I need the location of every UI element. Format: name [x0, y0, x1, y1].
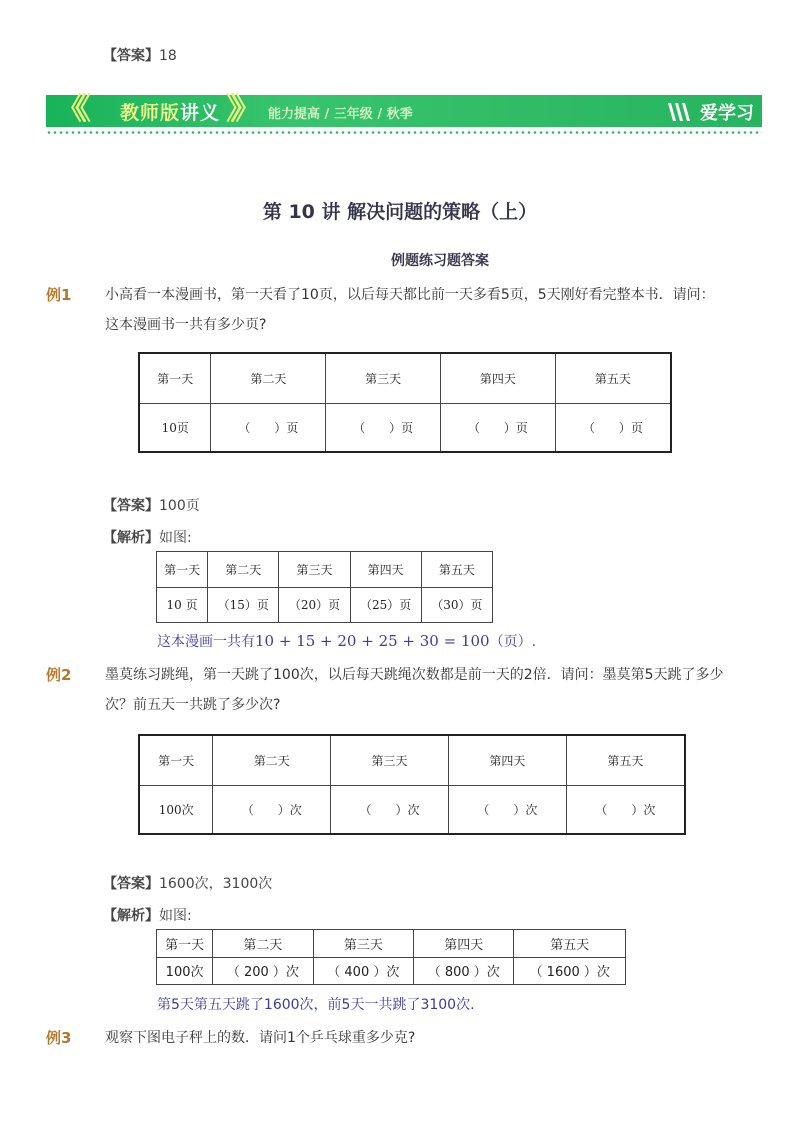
example-2-answer-label: 【答案】 — [103, 876, 159, 892]
top-answer — [103, 45, 177, 65]
example-3-label: 例3 — [46, 1029, 72, 1047]
table-cell: 第五天 — [555, 353, 671, 403]
table-cell: （ 400 ）次 — [313, 957, 413, 985]
page-title: 第 10 讲 解决问题的策略（上） — [262, 201, 538, 223]
table-cell: 第三天 — [279, 552, 350, 588]
explanation-suffix: （页）. — [489, 634, 537, 650]
example-2-analysis-intro: 如图: — [159, 908, 192, 924]
banner-title — [120, 98, 220, 125]
logo-text: 爱学习 — [700, 103, 754, 124]
table-cell: 第二天 — [208, 552, 279, 588]
banner-subtitle: 能力提高 / 三年级 / 秋季 — [268, 107, 413, 122]
example-2-answer-value: 1600次，3100次 — [159, 876, 273, 892]
example-1-analysis — [103, 527, 192, 547]
example-1-analysis-intro: 如图: — [159, 530, 192, 546]
table-cell: （20）页 — [279, 587, 350, 623]
table-cell: （ ）页 — [441, 403, 556, 452]
banner-title-notes: 讲义 — [180, 102, 221, 124]
section-title: 例题练习题答案 — [391, 253, 489, 269]
table-cell: 第三天 — [326, 353, 441, 403]
table-cell: 100次 — [139, 785, 213, 834]
header-banner — [46, 92, 762, 127]
example-2-explanation: 第5天第五天跳了1600次，前5天一共跳了3100次. — [157, 997, 475, 1013]
table-cell: （ ）页 — [555, 403, 671, 452]
example-1-table — [138, 352, 672, 453]
brand-logo — [666, 99, 754, 125]
example-2-answer — [103, 873, 272, 893]
example-2-label: 例2 — [46, 666, 72, 684]
table-cell: （ 800 ）次 — [414, 957, 514, 985]
example-1-analysis-label: 【解析】 — [103, 530, 159, 546]
table-cell: （ 1600 ）次 — [514, 957, 626, 985]
table-cell: 第三天 — [331, 735, 449, 785]
table-cell: （ ）次 — [213, 785, 331, 834]
chevrons-right-icon: 》》 — [226, 92, 251, 127]
top-answer-label: 【答案】 — [103, 48, 159, 64]
example-1-question: 小高看一本漫画书，第一天看了10页，以后每天都比前一天多看5页，5天刚好看完整本书．请问：这本漫画书一共有多少页? — [105, 287, 715, 333]
table-cell: 第二天 — [213, 735, 331, 785]
explanation-prefix: 这本漫画一共有 — [157, 634, 255, 650]
example-1-explanation — [157, 631, 536, 651]
example-2-question: 墨莫练习跳绳，第一天跳了100次，以后每天跳绳次数都是前一天的2倍．请问：墨莫第5天跳了多少次？前五天一共跳了多少次? — [105, 667, 724, 713]
banner-title-edition: 教师版 — [120, 102, 181, 124]
example-2-analysis — [103, 905, 192, 925]
table-cell: 第二天 — [211, 353, 326, 403]
table-cell: （25）页 — [350, 587, 421, 623]
table-cell: 第一天 — [157, 552, 208, 588]
example-1-answer — [103, 495, 200, 515]
explanation-math: 10 + 15 + 20 + 25 + 30 = 100 — [255, 632, 490, 650]
example-1-solution-table — [156, 551, 493, 623]
table-cell: （15）页 — [208, 587, 279, 623]
table-cell: 第四天 — [448, 735, 566, 785]
table-cell: （ ）次 — [448, 785, 566, 834]
table-cell: （30）页 — [421, 587, 492, 623]
example-1-answer-value: 100页 — [159, 498, 200, 514]
table-cell: 第五天 — [514, 930, 626, 958]
table-cell: 10页 — [139, 403, 211, 452]
example-2-table — [138, 734, 686, 835]
table-cell: 第一天 — [139, 735, 213, 785]
table-cell: 第一天 — [157, 930, 213, 958]
table-cell: 第四天 — [441, 353, 556, 403]
table-cell: （ ）页 — [211, 403, 326, 452]
table-cell: 第二天 — [213, 930, 313, 958]
table-cell: 第一天 — [139, 353, 211, 403]
table-cell: 100次 — [157, 957, 213, 985]
example-2-solution-table — [156, 929, 626, 985]
table-cell: 第三天 — [313, 930, 413, 958]
example-2-analysis-label: 【解析】 — [103, 908, 159, 924]
table-cell: 第四天 — [350, 552, 421, 588]
example-3-question: 观察下图电子秤上的数．请问1个乒乓球重多少克? — [105, 1030, 416, 1046]
table-cell: 第五天 — [566, 735, 685, 785]
table-cell: （ ）次 — [566, 785, 685, 834]
table-cell: 第五天 — [421, 552, 492, 588]
top-answer-value: 18 — [159, 48, 177, 64]
table-cell: （ 200 ）次 — [213, 957, 313, 985]
banner-dotted-line — [46, 131, 762, 134]
logo-mark-icon — [666, 101, 694, 123]
chevrons-left-icon: 《《 — [56, 92, 81, 127]
table-cell: （ ）次 — [331, 785, 449, 834]
example-1-label: 例1 — [46, 286, 72, 304]
table-cell: （ ）页 — [326, 403, 441, 452]
table-cell: 10 页 — [157, 587, 208, 623]
table-cell: 第四天 — [414, 930, 514, 958]
example-1-answer-label: 【答案】 — [103, 498, 159, 514]
